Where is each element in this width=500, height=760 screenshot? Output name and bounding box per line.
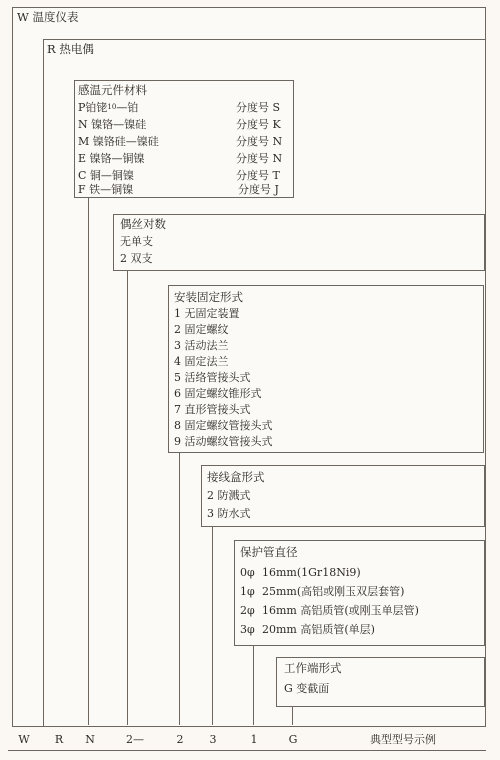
material-subscript: 10: [107, 103, 117, 111]
example-code-working-end: G: [288, 733, 298, 746]
material-name-suffix: —铂: [116, 101, 139, 114]
example-code-pairs: 2—: [126, 733, 144, 746]
example-label: 典型型号示例: [370, 733, 436, 746]
material-code: P: [78, 101, 86, 114]
mounting-item: 8 固定螺纹管接头式: [174, 419, 273, 432]
mounting-item: 9 活动螺纹管接头式: [174, 435, 273, 448]
wire-pairs-item: 无单支: [120, 235, 153, 248]
material-item: [78, 118, 146, 131]
tube-code: 0φ: [240, 566, 255, 579]
material-code: C: [78, 169, 87, 182]
tube-desc: 16mm 高铝质管(或刚玉单层管): [262, 604, 419, 617]
material-code: M: [78, 135, 90, 148]
material-grade: 分度号 T: [236, 169, 280, 182]
junction-box-item: 2 防溅式: [207, 489, 251, 502]
mounting-item: 4 固定法兰: [174, 355, 229, 368]
material-item: [78, 183, 133, 196]
material-item: [78, 101, 138, 114]
wire-pairs-item: 2 双支: [120, 252, 153, 265]
material-item: [78, 152, 145, 165]
material-grade: 分度号 S: [236, 101, 281, 114]
example-code-r: R: [54, 733, 64, 746]
material-grade: 分度号 K: [236, 118, 281, 131]
box-wire-pairs: [113, 214, 485, 271]
connector-line-mounting: [179, 452, 180, 725]
tube-desc: 16mm(1Gr18Ni9): [262, 566, 361, 579]
material-grade: 分度号 N: [236, 152, 283, 165]
junction-box-item: 3 防水式: [207, 507, 251, 520]
material-name: 铁—铜镍: [89, 183, 134, 196]
tube-desc: 25mm(高铝或刚玉双层套管): [262, 585, 405, 598]
material-code: F: [78, 183, 86, 196]
example-code-tube: 1: [250, 733, 258, 746]
material-item: [78, 135, 159, 148]
mounting-item: 6 固定螺纹锥形式: [174, 387, 262, 400]
junction-box-title: 接线盒形式: [207, 470, 265, 484]
tube-desc: 20mm 高铝质管(单层): [262, 623, 375, 636]
material-name: 镍铬—铜镍: [89, 152, 145, 165]
material-title: 感温元件材料: [78, 83, 147, 97]
material-code: E: [78, 152, 87, 165]
tube-title: 保护管直径: [240, 545, 298, 559]
material-grade: 分度号 J: [238, 183, 279, 196]
example-code-mounting: 2: [176, 733, 184, 746]
material-name: 铜—铜镍: [89, 169, 134, 182]
connector-line-pairs: [127, 270, 128, 725]
connector-line-working-end: [292, 706, 293, 725]
mounting-item: 3 活动法兰: [174, 339, 229, 352]
wire-pairs-title: 偶丝对数: [120, 217, 166, 231]
material-item: [78, 169, 134, 182]
example-code-n: N: [85, 733, 95, 746]
material-grade: 分度号 N: [236, 135, 283, 148]
connector-line-junction: [212, 526, 213, 725]
mounting-item: 5 活络管接头式: [174, 371, 251, 384]
working-end-item: G 变截面: [284, 682, 330, 695]
connector-line-tube: [253, 645, 254, 725]
mounting-title: 安装固定形式: [174, 290, 243, 304]
thermocouple-title: R 热电偶: [47, 42, 94, 56]
mounting-item: 1 无固定装置: [174, 307, 240, 320]
example-code-junction: 3: [209, 733, 217, 746]
material-code: N: [78, 118, 88, 131]
example-code-w: W: [18, 733, 30, 746]
tube-code: 2φ: [240, 604, 255, 617]
material-name: 镍铬—镍硅: [91, 118, 147, 131]
mounting-item: 2 固定螺纹: [174, 323, 229, 336]
tube-code: 3φ: [240, 623, 255, 636]
temperature-instrument-title: W 温度仪表: [17, 10, 79, 24]
material-name: 铂铑: [85, 101, 108, 114]
tube-code: 1φ: [240, 585, 255, 598]
working-end-title: 工作端形式: [284, 661, 342, 675]
connector-line-material: [88, 197, 89, 725]
bottom-rule: [8, 750, 486, 751]
mounting-item: 7 直形管接头式: [174, 403, 251, 416]
material-name: 镍铬硅—镍硅: [92, 135, 159, 148]
